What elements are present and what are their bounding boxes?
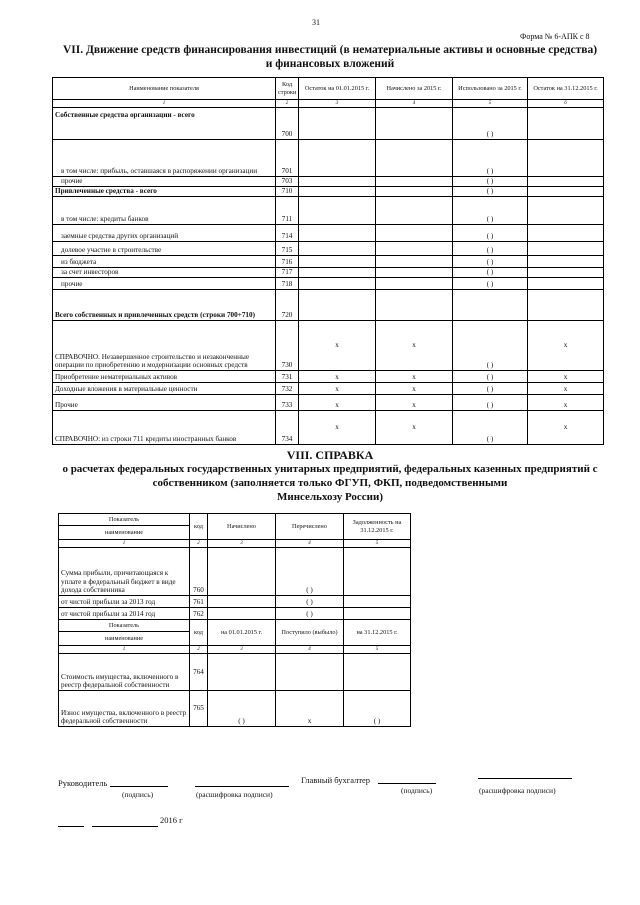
cell[interactable]: ( ) bbox=[453, 256, 528, 268]
row-code: 717 bbox=[276, 268, 299, 278]
cell[interactable] bbox=[299, 268, 376, 278]
cell[interactable] bbox=[299, 187, 376, 197]
section8-title-line3: собственником (заполняется только ФГУП, ФКП, подведомственными bbox=[152, 477, 508, 489]
table-row bbox=[59, 596, 411, 608]
row-code: 762 bbox=[190, 608, 208, 620]
cell[interactable] bbox=[299, 242, 376, 256]
cell[interactable]: ( ) bbox=[276, 608, 344, 620]
accountant-decoding-caption: (расшифровка подписи) bbox=[479, 786, 556, 795]
section8-table bbox=[58, 513, 411, 727]
cell[interactable] bbox=[299, 290, 376, 321]
col-number: 1 bbox=[59, 646, 190, 654]
cell[interactable] bbox=[299, 225, 376, 242]
section7-colnum-row bbox=[53, 100, 604, 108]
col-number: 5 bbox=[344, 646, 411, 654]
table-row bbox=[53, 411, 604, 445]
table-row bbox=[53, 383, 604, 395]
cell[interactable] bbox=[528, 242, 604, 256]
cell[interactable] bbox=[528, 197, 604, 225]
head-label: Руководитель bbox=[58, 778, 108, 788]
row-label: заемные средства других организаций bbox=[53, 225, 276, 242]
row-code: 761 bbox=[190, 596, 208, 608]
col-number: 4 bbox=[276, 540, 344, 548]
cell[interactable]: ( ) bbox=[453, 225, 528, 242]
cell[interactable] bbox=[528, 108, 604, 140]
t1-header-row bbox=[59, 514, 411, 526]
cell[interactable]: ( ) bbox=[453, 140, 528, 177]
head-decoding-caption: (расшифровка подписи) bbox=[196, 790, 273, 799]
row-label: Собственные средства организации - всего bbox=[53, 108, 276, 140]
cell[interactable] bbox=[208, 548, 276, 596]
cell[interactable]: x bbox=[376, 383, 453, 395]
row-label: в том числе: кредиты банков bbox=[53, 197, 276, 225]
row-label: от чистой прибыли за 2013 год bbox=[59, 596, 190, 608]
cell[interactable] bbox=[376, 278, 453, 290]
col-number: 5 bbox=[344, 540, 411, 548]
head-decoding-line[interactable] bbox=[195, 786, 289, 787]
header-start: на 01.01.2015 г. bbox=[208, 620, 276, 646]
row-code: 715 bbox=[276, 242, 299, 256]
cell[interactable] bbox=[344, 608, 411, 620]
col-number: 3 bbox=[208, 646, 276, 654]
table-row bbox=[53, 278, 604, 290]
row-code: 711 bbox=[276, 197, 299, 225]
cell[interactable]: ( ) bbox=[453, 187, 528, 197]
cell[interactable] bbox=[299, 278, 376, 290]
section8-title bbox=[40, 448, 620, 504]
col-number: 1 bbox=[53, 100, 276, 108]
cell[interactable] bbox=[208, 608, 276, 620]
col-number: 4 bbox=[276, 646, 344, 654]
cell[interactable] bbox=[528, 187, 604, 197]
cell[interactable]: ( ) bbox=[344, 691, 411, 727]
row-label: прочие bbox=[53, 278, 276, 290]
head-signature-line[interactable] bbox=[110, 786, 168, 787]
table-row bbox=[53, 187, 604, 197]
row-label: от чистой прибыли за 2014 год bbox=[59, 608, 190, 620]
row-code: 716 bbox=[276, 256, 299, 268]
table-row bbox=[53, 242, 604, 256]
cell[interactable]: x bbox=[376, 321, 453, 371]
cell[interactable] bbox=[344, 596, 411, 608]
cell[interactable] bbox=[376, 256, 453, 268]
header-name: Наименование показателя bbox=[53, 78, 276, 100]
accountant-signature-caption: (подпись) bbox=[401, 786, 433, 795]
section8-title-line2: о расчетах федеральных государственных унитарных предприятий, федеральных казенных предприятий с bbox=[62, 463, 598, 475]
year-label: 2016 г bbox=[160, 815, 183, 825]
cell[interactable] bbox=[528, 140, 604, 177]
row-code: 760 bbox=[190, 548, 208, 596]
table-row bbox=[53, 140, 604, 177]
row-label: СПРАВОЧНО: из строки 711 кредиты иностранных банков bbox=[53, 411, 276, 445]
month-line[interactable] bbox=[92, 826, 158, 827]
table-row bbox=[53, 108, 604, 140]
col-number: 3 bbox=[208, 540, 276, 548]
row-label: Привлеченные средства - всего bbox=[53, 187, 276, 197]
cell[interactable]: ( ) bbox=[276, 596, 344, 608]
cell[interactable]: ( ) bbox=[453, 268, 528, 278]
header-transferred: Перечислено bbox=[276, 514, 344, 540]
section7-table bbox=[52, 77, 604, 445]
col-number: 1 bbox=[59, 540, 190, 548]
cell[interactable] bbox=[344, 548, 411, 596]
header-used: Использовано за 2015 г. bbox=[453, 78, 528, 100]
cell[interactable] bbox=[299, 197, 376, 225]
cell[interactable] bbox=[276, 654, 344, 691]
col-number: 2 bbox=[190, 646, 208, 654]
form-label: Форма № 6-АПК с 8 bbox=[520, 32, 590, 41]
header-received: Поступило (выбыло) bbox=[276, 620, 344, 646]
cell[interactable]: ( ) bbox=[453, 177, 528, 187]
col-number: 4 bbox=[376, 100, 453, 108]
t2-header-row bbox=[59, 620, 411, 632]
t1-colnum-row bbox=[59, 540, 411, 548]
cell[interactable]: x bbox=[299, 395, 376, 411]
header-code: Код строки bbox=[276, 78, 299, 100]
section7-title-line1: VII. Движение средств финансирования инвестиций (в нематериальные активы и основные средства) bbox=[62, 44, 598, 56]
cell[interactable] bbox=[453, 290, 528, 321]
row-code: 710 bbox=[276, 187, 299, 197]
cell[interactable]: ( ) bbox=[453, 108, 528, 140]
cell[interactable] bbox=[528, 177, 604, 187]
cell[interactable]: x bbox=[528, 395, 604, 411]
table-row bbox=[53, 177, 604, 187]
row-code: 720 bbox=[276, 290, 299, 321]
row-label: Приобретение нематериальных активов bbox=[53, 371, 276, 383]
cell[interactable]: x bbox=[528, 371, 604, 383]
table-row bbox=[59, 548, 411, 596]
header-code: код bbox=[190, 620, 208, 646]
header-accrued: Начислено bbox=[208, 514, 276, 540]
table-row bbox=[53, 371, 604, 383]
cell[interactable]: ( ) bbox=[453, 383, 528, 395]
cell[interactable] bbox=[299, 256, 376, 268]
row-label: Прочие bbox=[53, 395, 276, 411]
col-number: 3 bbox=[299, 100, 376, 108]
accountant-signature-line[interactable] bbox=[378, 783, 436, 784]
cell[interactable] bbox=[299, 108, 376, 140]
row-code: 730 bbox=[276, 321, 299, 371]
cell[interactable] bbox=[528, 256, 604, 268]
table-row bbox=[53, 225, 604, 242]
accountant-decoding-line[interactable] bbox=[478, 778, 572, 779]
day-line[interactable] bbox=[58, 826, 84, 827]
table-row bbox=[53, 256, 604, 268]
row-code: 703 bbox=[276, 177, 299, 187]
cell[interactable]: x bbox=[299, 371, 376, 383]
page-number: 31 bbox=[312, 18, 320, 27]
cell[interactable] bbox=[376, 187, 453, 197]
row-code: 765 bbox=[190, 691, 208, 727]
cell[interactable]: x bbox=[299, 411, 376, 445]
header-start-balance: Остаток на 01.01.2015 г. bbox=[299, 78, 376, 100]
table-row bbox=[53, 321, 604, 371]
header-name: наименование bbox=[59, 632, 190, 646]
cell[interactable]: ( ) bbox=[453, 278, 528, 290]
cell[interactable] bbox=[376, 108, 453, 140]
cell[interactable] bbox=[528, 278, 604, 290]
row-code: 714 bbox=[276, 225, 299, 242]
row-code: 732 bbox=[276, 383, 299, 395]
cell[interactable] bbox=[528, 268, 604, 278]
cell[interactable] bbox=[376, 242, 453, 256]
cell[interactable] bbox=[208, 596, 276, 608]
row-label: из бюджета bbox=[53, 256, 276, 268]
cell[interactable] bbox=[528, 225, 604, 242]
header-accrued: Начислено за 2015 г. bbox=[376, 78, 453, 100]
row-label: Сумма прибыли, причитающаяся к уплате в федеральный бюджет в виде дохода собственника bbox=[59, 548, 190, 596]
cell[interactable] bbox=[376, 290, 453, 321]
accountant-label: Главный бухгалтер bbox=[301, 775, 371, 785]
row-label: за счет инвесторов bbox=[53, 268, 276, 278]
col-number: 5 bbox=[453, 100, 528, 108]
row-code: 718 bbox=[276, 278, 299, 290]
cell[interactable]: x bbox=[276, 691, 344, 727]
row-label: прочие bbox=[53, 177, 276, 187]
table-row bbox=[53, 268, 604, 278]
header-name: наименование bbox=[59, 526, 190, 540]
row-code: 733 bbox=[276, 395, 299, 411]
cell[interactable]: x bbox=[528, 383, 604, 395]
cell[interactable] bbox=[376, 140, 453, 177]
cell[interactable]: ( ) bbox=[453, 395, 528, 411]
col-number: 2 bbox=[190, 540, 208, 548]
header-end-balance: Остаток на 31.12.2015 г. bbox=[528, 78, 604, 100]
section7-title-line2: и финансовых вложений bbox=[265, 58, 395, 70]
row-code: 731 bbox=[276, 371, 299, 383]
table-row bbox=[59, 608, 411, 620]
cell[interactable]: x bbox=[376, 371, 453, 383]
cell[interactable]: ( ) bbox=[453, 242, 528, 256]
cell[interactable]: ( ) bbox=[453, 411, 528, 445]
row-label: Износ имущества, включенного в реестр федеральной собственности bbox=[59, 691, 190, 727]
row-label: Доходные вложения в материальные ценности bbox=[53, 383, 276, 395]
row-code: 700 bbox=[276, 108, 299, 140]
cell[interactable]: x bbox=[376, 411, 453, 445]
cell[interactable]: ( ) bbox=[453, 321, 528, 371]
col-number: 2 bbox=[276, 100, 299, 108]
cell[interactable] bbox=[299, 177, 376, 187]
table-row bbox=[59, 691, 411, 727]
col-number: 6 bbox=[528, 100, 604, 108]
cell[interactable]: x bbox=[299, 383, 376, 395]
cell[interactable] bbox=[528, 290, 604, 321]
cell[interactable]: ( ) bbox=[453, 197, 528, 225]
head-signature-caption: (подпись) bbox=[122, 790, 154, 799]
section8-title-line4: Минсельхозу России) bbox=[276, 491, 383, 503]
row-label: в том числе: прибыль, оставшаяся в распоряжении организации bbox=[53, 140, 276, 177]
cell[interactable]: ( ) bbox=[453, 371, 528, 383]
cell[interactable] bbox=[376, 225, 453, 242]
row-label: СПРАВОЧНО. Незавершенное строительство и незаконченные операции по приобретению и модернизации основных средств bbox=[53, 321, 276, 371]
header-code: код bbox=[190, 514, 208, 540]
cell[interactable]: ( ) bbox=[276, 548, 344, 596]
table-row bbox=[53, 395, 604, 411]
cell[interactable] bbox=[299, 140, 376, 177]
table-row bbox=[53, 290, 604, 321]
header-indicator: Показатель bbox=[59, 514, 190, 526]
section7-header-row bbox=[53, 78, 604, 100]
cell[interactable] bbox=[376, 177, 453, 187]
cell[interactable] bbox=[344, 654, 411, 691]
table-row bbox=[53, 197, 604, 225]
row-label: долевое участие в строительстве bbox=[53, 242, 276, 256]
row-code: 701 bbox=[276, 140, 299, 177]
cell[interactable]: x bbox=[376, 395, 453, 411]
section7-title bbox=[40, 43, 620, 71]
row-label: Стоимость имущества, включенного в реестр федеральной собственности bbox=[59, 654, 190, 691]
cell[interactable]: x bbox=[528, 411, 604, 445]
header-debt: Задолженность на 31.12.2015 г. bbox=[344, 514, 411, 540]
row-code: 764 bbox=[190, 654, 208, 691]
row-code: 734 bbox=[276, 411, 299, 445]
header-indicator: Показатель bbox=[59, 620, 190, 632]
row-label: Всего собственных и привлеченных средств (строки 700+710) bbox=[53, 290, 276, 321]
table-row bbox=[59, 654, 411, 691]
cell[interactable]: x bbox=[299, 321, 376, 371]
cell[interactable]: ( ) bbox=[208, 691, 276, 727]
cell[interactable] bbox=[208, 654, 276, 691]
cell[interactable] bbox=[376, 268, 453, 278]
header-end: на 31.12.2015 г. bbox=[344, 620, 411, 646]
cell[interactable]: x bbox=[528, 321, 604, 371]
cell[interactable] bbox=[376, 197, 453, 225]
t2-colnum-row bbox=[59, 646, 411, 654]
section8-title-line1: VIII. СПРАВКА bbox=[286, 448, 374, 462]
